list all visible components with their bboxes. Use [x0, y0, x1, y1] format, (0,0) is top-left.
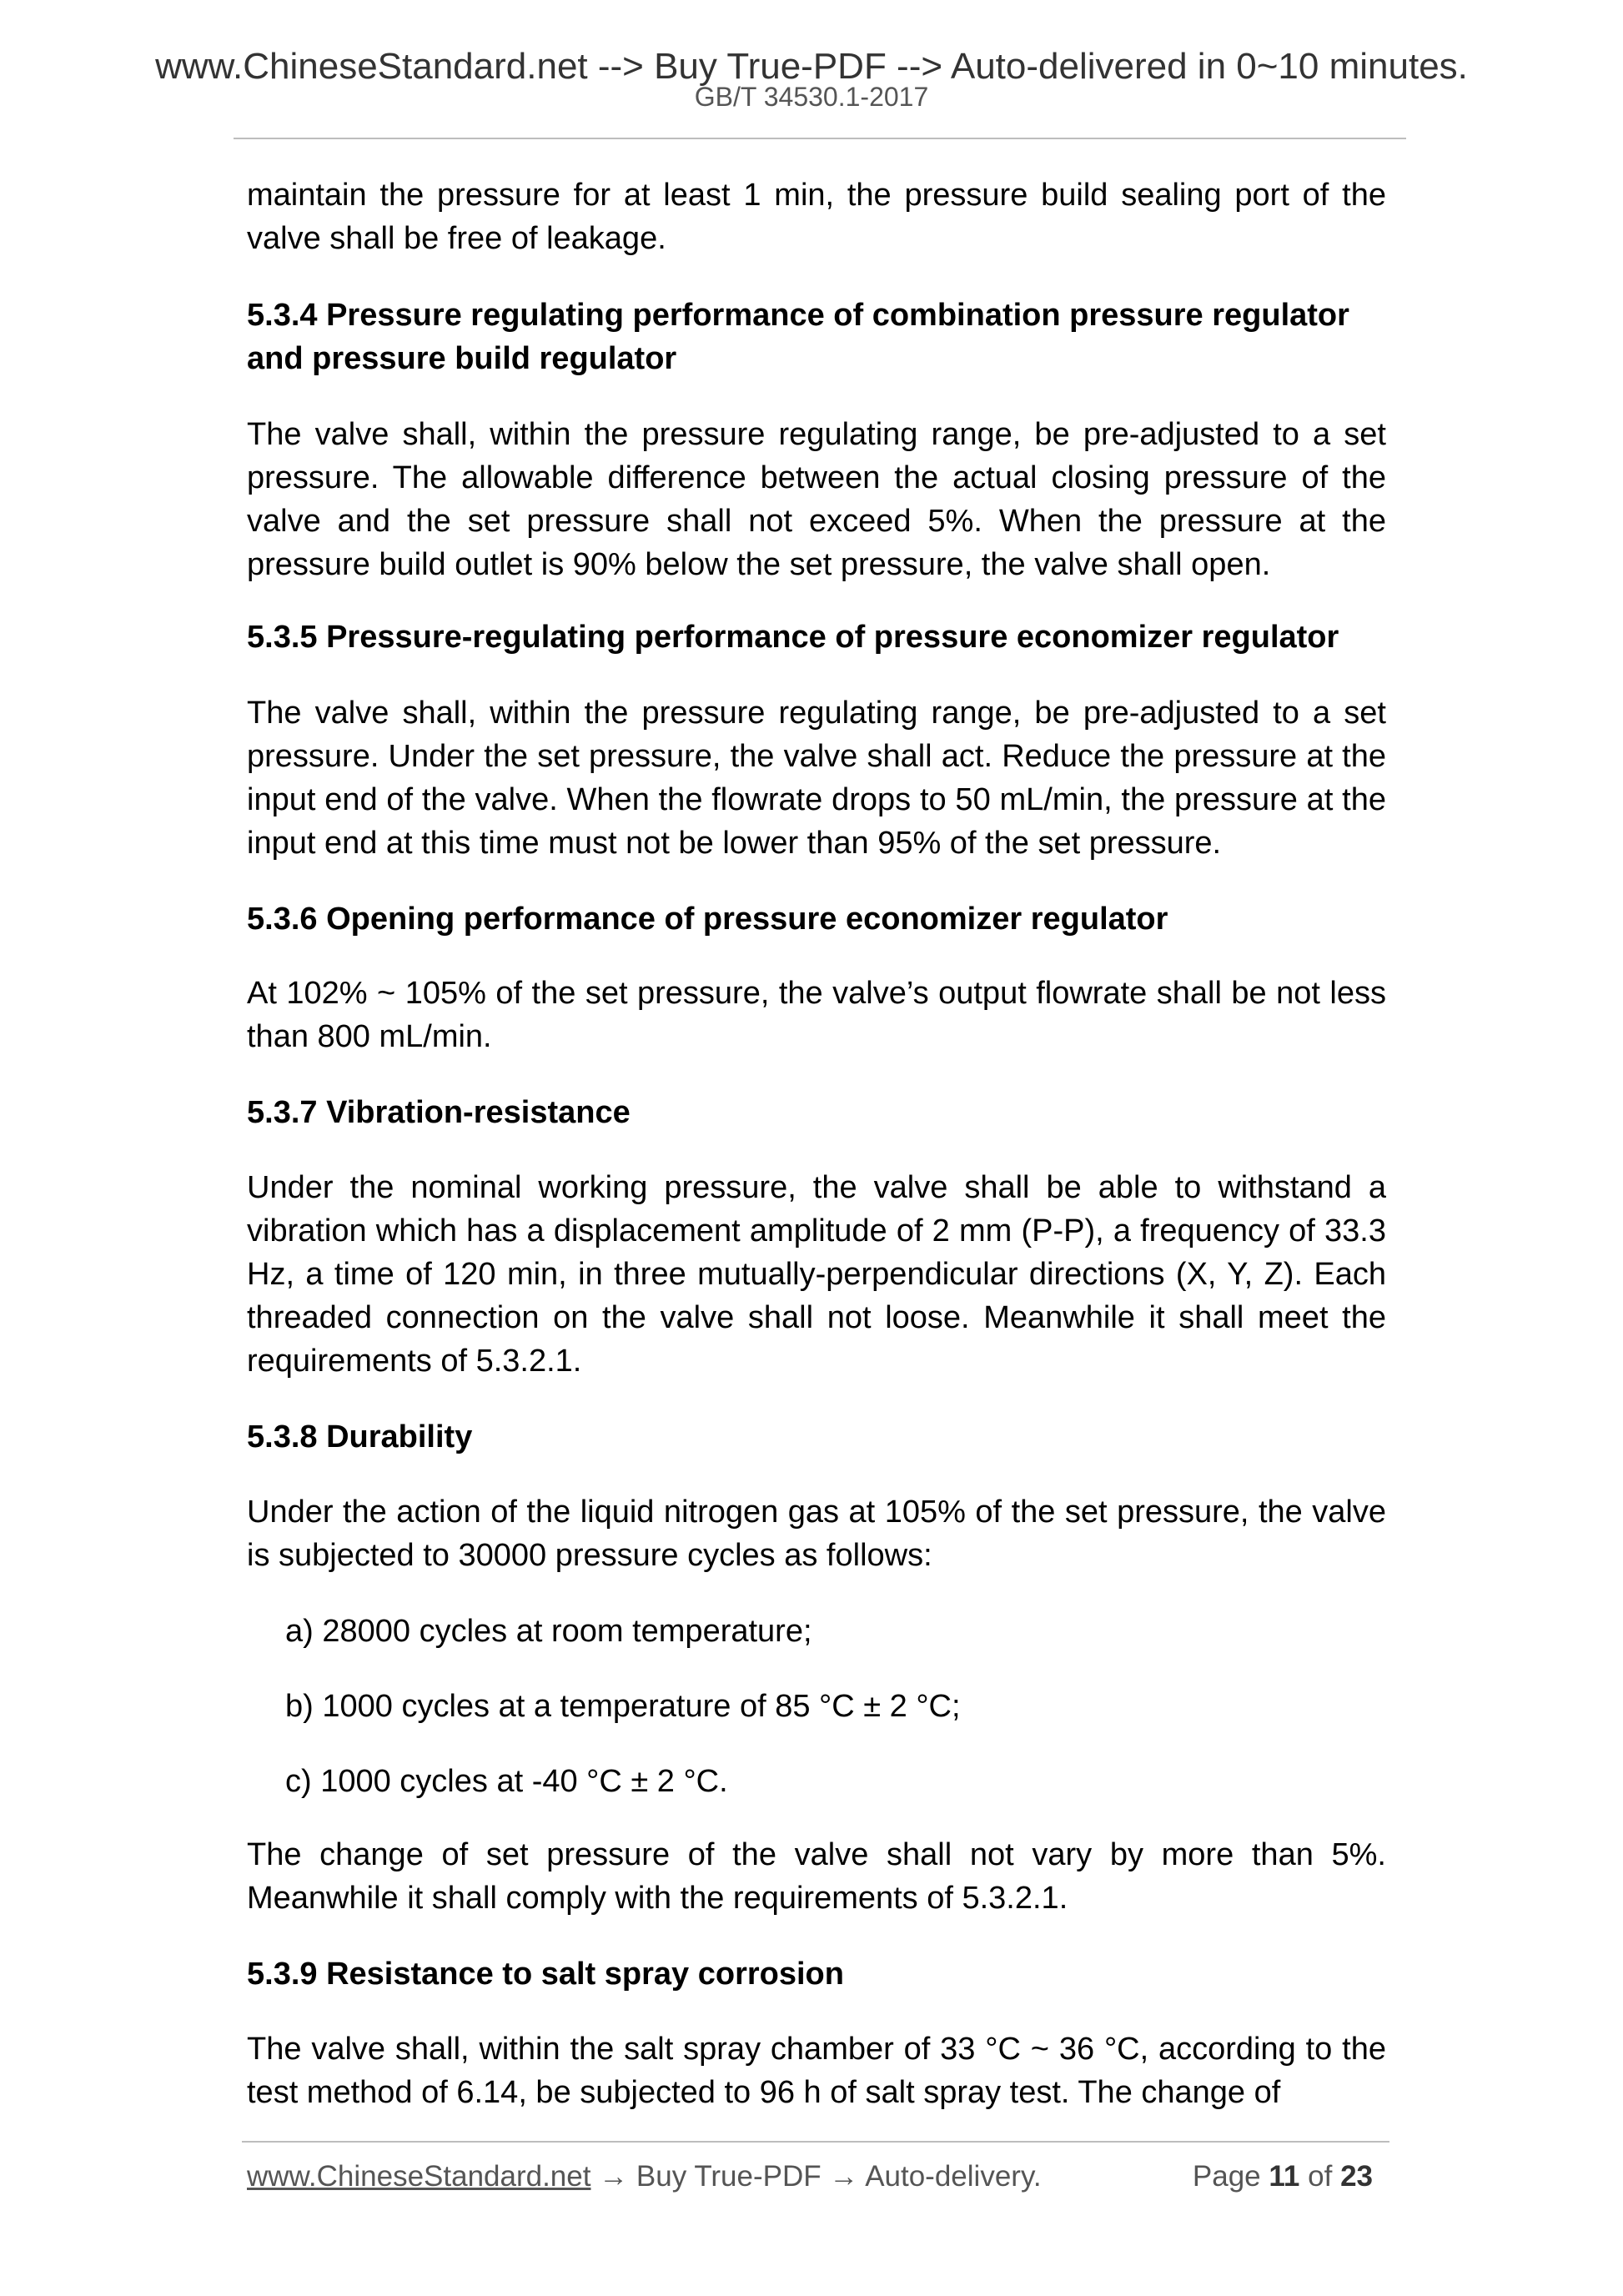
list-item: a) 28000 cycles at room temperature;: [285, 1614, 812, 1649]
paragraph-5-3-7: Under the nominal working pressure, the valve shall be able to withstand a vibration which has a displacement amplitude of 2 mm (P-P), a frequency of 33.3 Hz, a time of 120 min, in three mutually-perpendicular directions (X, Y, Z). Each threaded connection on the valve shall not loose. Meanwhile it shall meet the requirements of 5.3.2.1.: [247, 1170, 1386, 1379]
header-banner[interactable]: www.ChineseStandard.net --> Buy True-PDF --> Auto-delivered in 0~10 minutes.: [155, 46, 1468, 87]
paragraph-5-3-6: At 102% ~ 105% of the set pressure, the valve’s output flowrate shall be not less than 800 mL/min.: [247, 976, 1386, 1054]
footer-divider: [242, 2141, 1389, 2143]
heading-5-3-9: 5.3.9 Resistance to salt spray corrosion: [247, 1957, 844, 1992]
intro-paragraph: maintain the pressure for at least 1 min, the pressure build sealing port of the valve shall be free of leakage.: [247, 178, 1386, 256]
page-number: 11: [1269, 2160, 1300, 2193]
heading-5-3-7: 5.3.7 Vibration-resistance: [247, 1095, 631, 1130]
paragraph-5-3-8: Under the action of the liquid nitrogen gas at 105% of the set pressure, the valve is subjected to 30000 pressure cycles as follows:: [247, 1495, 1386, 1573]
heading-5-3-5: 5.3.5 Pressure-regulating performance of pressure economizer regulator: [247, 620, 1339, 655]
footer-delivery-text: Auto-delivery.: [865, 2160, 1042, 2193]
footer-arrow: →: [590, 2160, 636, 2193]
list-item: c) 1000 cycles at -40 °C ± 2 °C.: [285, 1764, 728, 1799]
page-indicator: [1193, 2158, 1373, 2195]
footer-buy-link[interactable]: Buy True-PDF: [636, 2160, 822, 2193]
header-divider: [234, 138, 1406, 139]
list-item: b) 1000 cycles at a temperature of 85 °C ± 2 °C;: [285, 1689, 961, 1724]
paragraph-5-3-4: The valve shall, within the pressure regulating range, be pre-adjusted to a set pressure. The allowable difference between the actual closing pressure of the valve and the set pressure shall not exceed 5%. When the pressure at the pressure build outlet is 90% below the set pressure, the valve shall open.: [247, 417, 1386, 582]
page-footer: [247, 2158, 1386, 2195]
paragraph-5-3-5: The valve shall, within the pressure regulating range, be pre-adjusted to a set pressure. Under the set pressure, the valve shall act. Reduce the pressure at the input end of the valve. When the flowrate drops to 50 mL/min, the pressure at the input end at this time must not be lower than 95% of the set pressure.: [247, 696, 1386, 861]
standard-code: GB/T 34530.1-2017: [694, 82, 929, 112]
page-label: Page: [1192, 2160, 1261, 2193]
footer-site-link[interactable]: www.ChineseStandard.net: [247, 2160, 591, 2193]
heading-5-3-6: 5.3.6 Opening performance of pressure economizer regulator: [247, 902, 1168, 937]
heading-5-3-8: 5.3.8 Durability: [247, 1419, 473, 1454]
paragraph-5-3-8-after: The change of set pressure of the valve shall not vary by more than 5%. Meanwhile it shall comply with the requirements of 5.3.2.1.: [247, 1837, 1386, 1916]
heading-5-3-4: 5.3.4 Pressure regulating performance of combination pressure regulator and pressure build regulator: [247, 298, 1349, 376]
page-total: 23: [1340, 2160, 1373, 2193]
paragraph-5-3-9: The valve shall, within the salt spray chamber of 33 °C ~ 36 °C, according to the test method of 6.14, be subjected to 96 h of salt spray test. The change of: [247, 2032, 1386, 2110]
footer-arrow: →: [821, 2160, 866, 2193]
of-label: of: [1308, 2160, 1333, 2193]
